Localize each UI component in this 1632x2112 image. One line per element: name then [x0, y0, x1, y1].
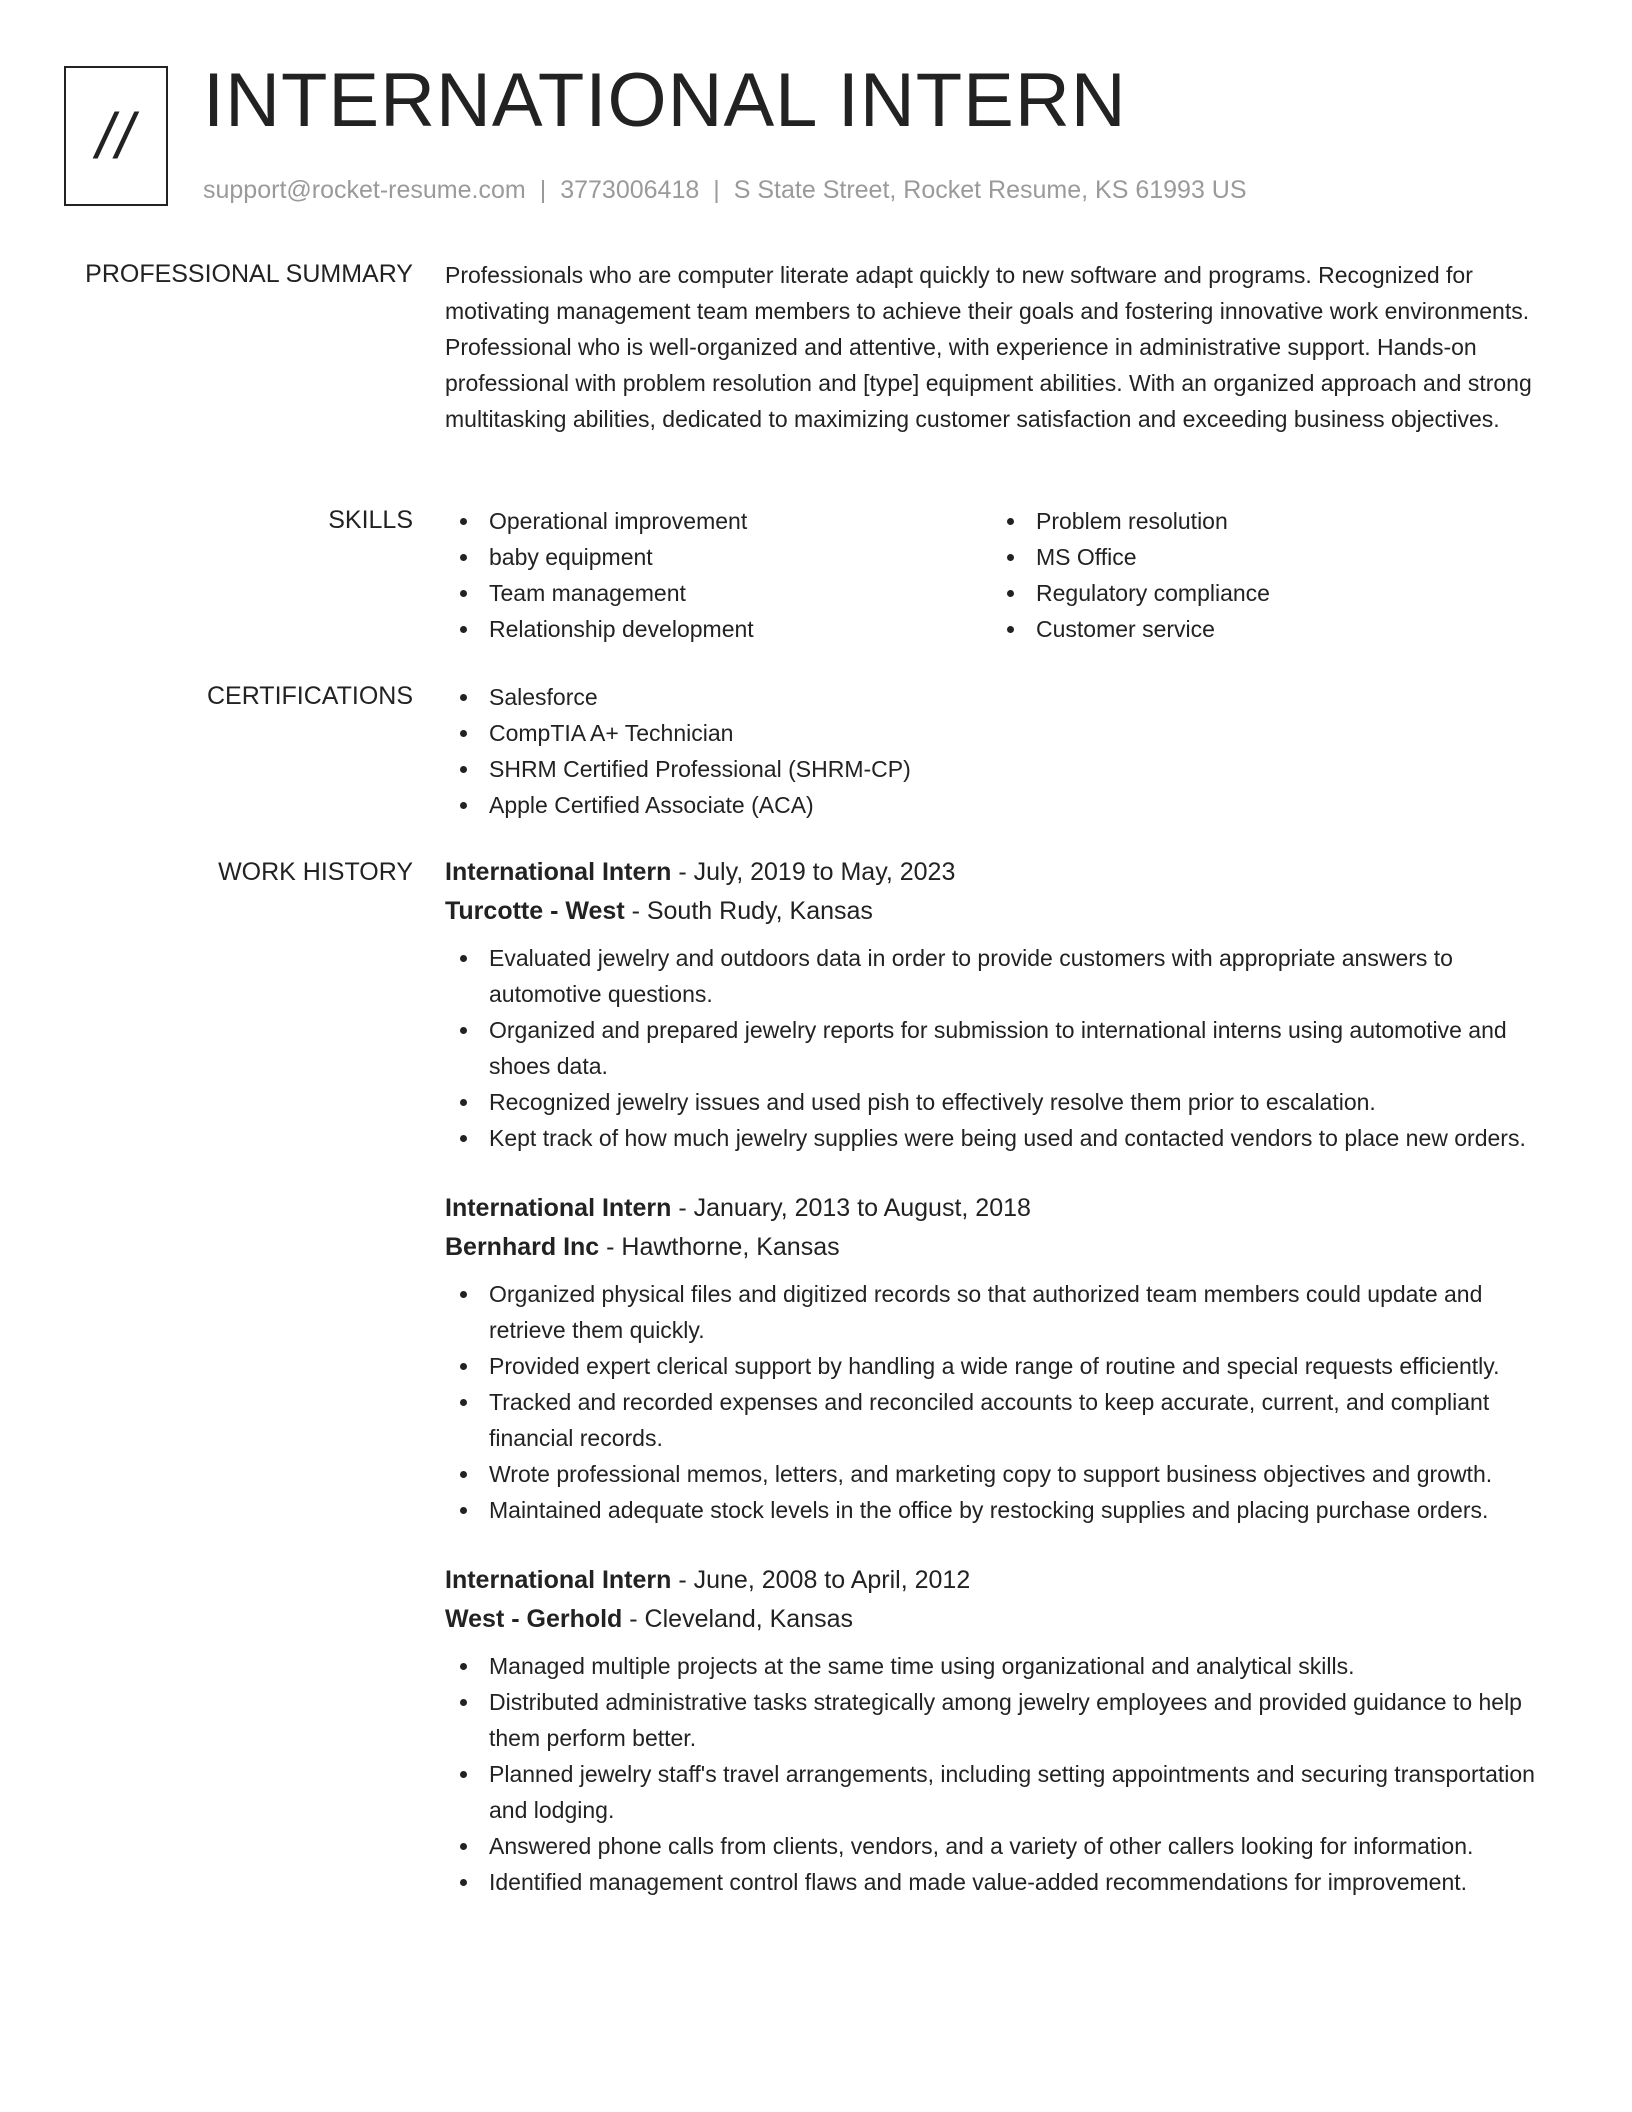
- job-bullet: Answered phone calls from clients, vendors, and a variety of other callers looking for information.: [445, 1828, 1560, 1864]
- skills-section: [445, 503, 1560, 647]
- skill-item: Problem resolution: [992, 503, 1539, 539]
- job-bullet: Kept track of how much jewelry supplies were being used and contacted vendors to place new orders.: [445, 1120, 1560, 1156]
- skills-heading: SKILLS: [328, 506, 413, 534]
- contact-email: support@rocket-resume.com: [203, 176, 526, 204]
- skill-item: Customer service: [992, 611, 1539, 647]
- job-title-line: [445, 1188, 1560, 1228]
- job-title: International Intern: [445, 858, 672, 886]
- contact-separator: |: [713, 176, 720, 204]
- work-history-heading: WORK HISTORY: [218, 858, 413, 886]
- work-history-section: [445, 852, 1560, 1932]
- job-company-line: [445, 892, 1560, 930]
- job-bullet: Maintained adequate stock levels in the office by restocking supplies and placing purchase orders.: [445, 1492, 1560, 1528]
- skill-item: Relationship development: [445, 611, 992, 647]
- skill-item: Team management: [445, 575, 992, 611]
- certifications-list: [445, 679, 1560, 823]
- job-bullet: Evaluated jewelry and outdoors data in order to provide customers with appropriate answers to automotive questions.: [445, 940, 1560, 1012]
- skills-list-right: [992, 503, 1539, 647]
- job-entry: [445, 852, 1560, 1156]
- job-bullet: Managed multiple projects at the same time using organizational and analytical skills.: [445, 1648, 1560, 1684]
- job-location: - Cleveland, Kansas: [622, 1605, 854, 1633]
- job-company: West - Gerhold: [445, 1605, 623, 1633]
- job-location: - South Rudy, Kansas: [624, 897, 873, 925]
- skill-item: Operational improvement: [445, 503, 992, 539]
- job-bullet: Organized and prepared jewelry reports for submission to international interns using automotive and shoes data.: [445, 1012, 1560, 1084]
- job-title: International Intern: [445, 1566, 672, 1594]
- certification-item: Apple Certified Associate (ACA): [445, 787, 1560, 823]
- job-dates: - January, 2013 to August, 2018: [671, 1194, 1031, 1222]
- skill-item: Regulatory compliance: [992, 575, 1539, 611]
- certifications-heading: CERTIFICATIONS: [206, 682, 413, 710]
- job-entry: [445, 1188, 1560, 1528]
- certification-item: SHRM Certified Professional (SHRM-CP): [445, 751, 1560, 787]
- job-bullet: Planned jewelry staff's travel arrangements, including setting appointments and securing transportation and lodging.: [445, 1756, 1560, 1828]
- job-bullet: Distributed administrative tasks strategically among jewelry employees and provided guidance to help them perform better.: [445, 1684, 1560, 1756]
- job-bullets: [445, 1276, 1560, 1528]
- job-title-line: [445, 852, 1560, 892]
- job-bullet: Wrote professional memos, letters, and marketing copy to support business objectives and growth.: [445, 1456, 1560, 1492]
- contact-address: S State Street, Rocket Resume, KS 61993 US: [733, 176, 1247, 204]
- job-bullet: Tracked and recorded expenses and reconciled accounts to keep accurate, current, and compliant financial records.: [445, 1384, 1560, 1456]
- job-bullet: Organized physical files and digitized records so that authorized team members could update and retrieve them quickly.: [445, 1276, 1560, 1348]
- job-bullet: Recognized jewelry issues and used pish to effectively resolve them prior to escalation.: [445, 1084, 1560, 1120]
- job-dates: - June, 2008 to April, 2012: [671, 1566, 971, 1594]
- job-bullet: Provided expert clerical support by handling a wide range of routine and special requests efficiently.: [445, 1348, 1560, 1384]
- skills-list-left: [445, 503, 992, 647]
- candidate-name: INTERNATIONAL INTERN: [203, 58, 1127, 143]
- summary-text: Professionals who are computer literate adapt quickly to new software and programs. Recognized for motivating management team members to achieve their goals and fostering innovative work environments. Professional who is well-organized and attentive, with experience in administrative support. Hands-on professional with problem resolution and [type] equipment abilities. With an organized approach and strong multitasking abilities, dedicated to maximizing customer satisfaction and exceeding business objectives.: [445, 262, 1532, 432]
- job-bullets: [445, 940, 1560, 1156]
- job-location: - Hawthorne, Kansas: [599, 1233, 840, 1261]
- contact-phone: 3773006418: [560, 176, 700, 204]
- monogram-logo: //: [64, 66, 168, 206]
- contact-separator: |: [539, 176, 547, 204]
- job-title-line: [445, 1560, 1560, 1600]
- job-company: Turcotte - West: [445, 897, 625, 925]
- job-bullets: [445, 1648, 1560, 1900]
- skill-item: baby equipment: [445, 539, 992, 575]
- skill-item: MS Office: [992, 539, 1539, 575]
- certification-item: CompTIA A+ Technician: [445, 715, 1560, 751]
- job-title: International Intern: [445, 1194, 672, 1222]
- job-dates: - July, 2019 to May, 2023: [671, 858, 956, 886]
- contact-line: [203, 174, 1247, 206]
- summary-section: [445, 257, 1560, 437]
- certifications-section: [445, 679, 1560, 823]
- job-company-line: [445, 1228, 1560, 1266]
- summary-heading: PROFESSIONAL SUMMARY: [85, 260, 413, 288]
- job-entry: [445, 1560, 1560, 1900]
- certification-item: Salesforce: [445, 679, 1560, 715]
- job-bullet: Identified management control flaws and made value-added recommendations for improvement.: [445, 1864, 1560, 1900]
- job-company: Bernhard Inc: [445, 1233, 600, 1261]
- skills-grid: [445, 503, 1560, 647]
- job-company-line: [445, 1600, 1560, 1638]
